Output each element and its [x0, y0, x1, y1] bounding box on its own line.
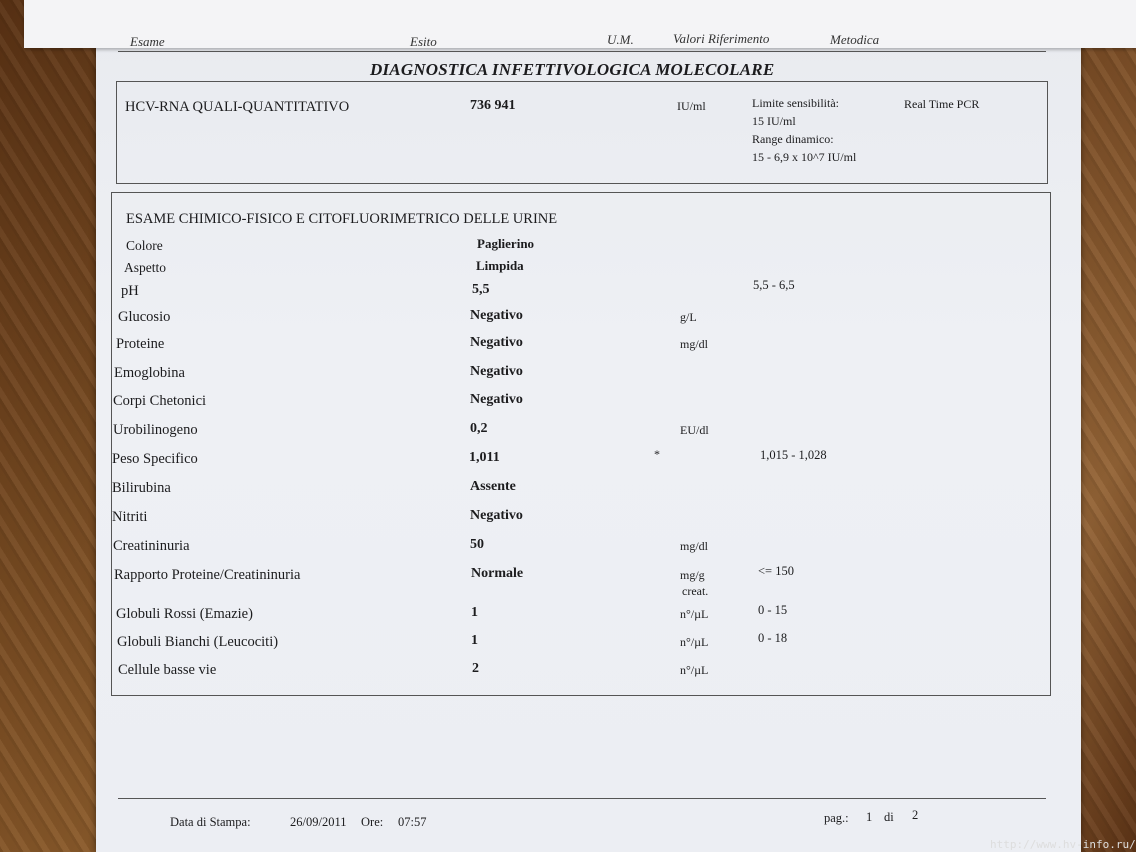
row-name: pH: [121, 283, 139, 299]
header-esame: Esame: [130, 34, 165, 49]
row-name: Globuli Rossi (Emazie): [116, 606, 253, 622]
row-name: Globuli Bianchi (Leucociti): [117, 634, 279, 650]
row-value: Negativo: [470, 308, 523, 323]
row-unit: mg/dl: [680, 337, 709, 351]
hcv-method: Real Time PCR: [904, 97, 980, 111]
row-name: Creatininuria: [113, 538, 190, 554]
row-value: 5,5: [472, 282, 490, 297]
row-value: 1: [471, 605, 478, 620]
page-label: pag.:: [824, 811, 849, 825]
row-value: Assente: [470, 479, 516, 494]
row-name: Proteine: [116, 336, 165, 352]
print-time-label: Ore:: [361, 815, 384, 829]
row-name: Peso Specifico: [112, 451, 198, 467]
header-valori-riferimento: Valori Riferimento: [673, 31, 770, 46]
row-value: Negativo: [470, 508, 523, 523]
hcv-unit: IU/ml: [677, 99, 706, 113]
hcv-ref-line2: 15 IU/ml: [752, 114, 796, 128]
row-reference-range: <= 150: [758, 564, 794, 578]
hcv-ref-line1: Limite sensibilità:: [752, 96, 839, 110]
row-unit: n°/µL: [680, 607, 709, 621]
hcv-ref-line3: Range dinamico:: [752, 132, 834, 146]
row-name: Cellule basse vie: [118, 662, 217, 678]
row-value: 50: [470, 537, 484, 552]
footer-divider: [118, 798, 1046, 799]
row-name: Urobilinogeno: [113, 422, 198, 438]
row-name: Nitriti: [112, 509, 148, 525]
row-flag: *: [654, 447, 660, 461]
print-date-label: Data di Stampa:: [170, 815, 251, 829]
section-title-urine: ESAME CHIMICO-FISICO E CITOFLUORIMETRICO DELLE URINE: [126, 211, 558, 227]
overlapping-page: [24, 0, 1136, 48]
header-metodica: Metodica: [830, 32, 880, 47]
watermark-url: http://www.hv-info.ru/: [990, 838, 1136, 851]
page-of-label: di: [884, 810, 894, 824]
row-reference-range: 5,5 - 6,5: [753, 278, 795, 292]
row-unit: n°/µL: [680, 635, 709, 649]
print-date-value: 26/09/2011: [290, 815, 347, 829]
print-time-value: 07:57: [398, 815, 427, 829]
row-value: 2: [472, 661, 479, 676]
row-name: Corpi Chetonici: [113, 393, 207, 409]
row-unit-secondary: creat.: [682, 584, 709, 598]
header-um: U.M.: [607, 32, 634, 47]
row-reference-range: 1,015 - 1,028: [760, 448, 827, 462]
hcv-test-name: HCV-RNA QUALI-QUANTITATIVO: [125, 99, 350, 115]
row-unit: mg/g: [680, 568, 705, 582]
section-title-molecular: DIAGNOSTICA INFETTIVOLOGICA MOLECOLARE: [370, 60, 775, 79]
row-value: Negativo: [470, 392, 523, 407]
row-name: Rapporto Proteine/Creatininuria: [114, 567, 301, 583]
row-name: Emoglobina: [114, 365, 185, 381]
row-name: Glucosio: [118, 309, 171, 325]
row-value: Paglierino: [477, 236, 535, 251]
row-value: Normale: [471, 566, 524, 581]
header-divider: [118, 51, 1046, 52]
row-unit: mg/dl: [680, 539, 709, 553]
row-name: Aspetto: [124, 260, 166, 275]
row-name: Colore: [126, 238, 163, 253]
page-total: 2: [912, 808, 919, 822]
row-value: Negativo: [470, 335, 523, 350]
row-reference-range: 0 - 15: [758, 603, 788, 617]
row-value: 0,2: [470, 421, 488, 436]
header-esito: Esito: [410, 34, 437, 49]
row-name: Bilirubina: [112, 480, 171, 496]
row-reference-range: 0 - 18: [758, 631, 788, 645]
page-number: 1: [866, 810, 873, 824]
row-value: 1,011: [469, 450, 500, 465]
row-value: Limpida: [476, 258, 524, 273]
row-unit: g/L: [680, 310, 697, 324]
hcv-result: 736 941: [470, 98, 516, 113]
row-unit: n°/µL: [680, 663, 709, 677]
row-unit: EU/dl: [680, 423, 709, 437]
hcv-ref-line4: 15 - 6,9 x 10^7 IU/ml: [752, 150, 857, 164]
row-value: 1: [471, 633, 478, 648]
row-value: Negativo: [470, 364, 523, 379]
